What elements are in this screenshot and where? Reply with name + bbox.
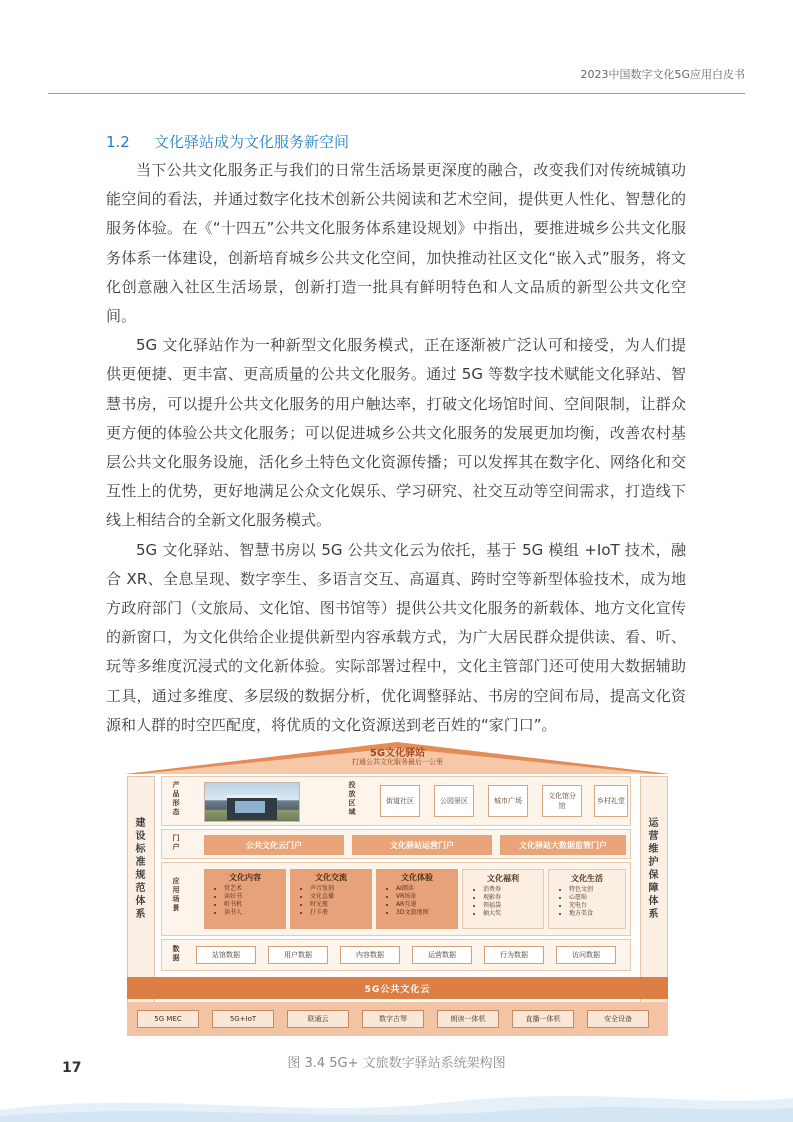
scene-item: • 观影券 (483, 894, 539, 902)
station-photo (204, 782, 300, 822)
portal-box: 文化驿站运营门户 (352, 835, 492, 855)
data-row (161, 939, 631, 971)
scene-item: • 听书机 (224, 901, 282, 909)
zone-box: 文化馆分馆 (542, 785, 582, 817)
right-pillar-label: 运营维护保障体系 (648, 818, 660, 920)
scene-card (290, 869, 372, 929)
scene-card (462, 869, 544, 929)
scene-label: 应用场景 (172, 877, 180, 912)
scene-item: • 消费券 (483, 886, 539, 894)
scene-item: • AI朗读 (396, 885, 454, 893)
scene-item: • 领福袋 (483, 902, 539, 910)
infra-box: 安全设备 (587, 1010, 649, 1028)
roof-title: 5G文化驿站 (369, 748, 426, 759)
zone-box: 乡村礼堂 (594, 785, 628, 817)
infrastructure-row (127, 1002, 668, 1036)
right-pillar (640, 776, 668, 1004)
scene-item: • 充电台 (569, 902, 621, 910)
scene-card (376, 869, 458, 929)
infra-box: 5G+IoT (212, 1010, 274, 1028)
zone-box: 公园景区 (434, 785, 474, 817)
data-box: 访问数据 (556, 946, 616, 964)
scene-row (161, 862, 631, 936)
header-text: 2023中国数字文化5G应用白皮书 (580, 68, 745, 81)
data-box: 用户数据 (268, 946, 328, 964)
zone-label: 投放区域 (348, 781, 356, 816)
portal-label: 门户 (172, 834, 180, 851)
infra-box: 直播一体机 (512, 1010, 574, 1028)
paragraph: 5G 文化驿站、智慧书房以 5G 公共文化云为依托，基于 5G 模组 +IoT 技术，融合 XR、全息呈现、数字孪生、多语言交互、高逼真、跨时空等新型体验技术，成为地方政府部门（文旅局、文化馆、图书馆等）提供公共文化服务的新载体、地方文化宣传的新窗口，为文化供给企业提供新型内容承载方式，为广大居民群众提供读、看、听、玩等多维度沉浸式的文化新体验。实际部署过程中，文化主管部门还可使用大数据辅助工具，通过多维度、多层级的数据分析，优化调整驿站、书房的空间布局，提高文化资源和人群的时空匹配度，将优质的文化资源送到老百姓的“家门口”。 (106, 540, 686, 734)
scene-item: • 时光瓶 (310, 901, 368, 909)
product-row (161, 776, 631, 826)
scene-title: 文化交流 (315, 873, 347, 882)
data-box: 运营数据 (412, 946, 472, 964)
scene-item: • AR互递 (396, 901, 454, 909)
section-number: 1.2 (106, 133, 130, 151)
scene-item: • 地方美食 (569, 910, 621, 918)
scene-item: • 赏艺术 (224, 885, 282, 893)
scene-card (548, 869, 626, 929)
scene-card (204, 869, 286, 929)
infra-box: 数字古琴 (362, 1010, 424, 1028)
infra-box: 朗读一体机 (437, 1010, 499, 1028)
data-label: 数据 (172, 945, 180, 962)
scene-item: • 抽大奖 (483, 910, 539, 918)
scene-item: • 打卡册 (310, 909, 368, 917)
scene-item: • 文化直播 (310, 893, 368, 901)
scene-item: • 声音复刻 (310, 885, 368, 893)
cloud-bar: 5G公共文化云 (127, 977, 668, 999)
zone-box: 城市广场 (488, 785, 528, 817)
scene-item: • 读书人 (224, 909, 282, 917)
infra-box: 5G MEC (137, 1010, 199, 1028)
portal-box: 文化驿站大数据监管门户 (500, 835, 626, 855)
scene-item: • VR场景 (396, 893, 454, 901)
page-number: 17 (62, 1060, 82, 1076)
roof-subtitle: 打通公共文化服务最后一公里 (352, 758, 443, 766)
scene-title: 文化福利 (487, 874, 519, 883)
left-pillar-label: 建设标准规范体系 (135, 818, 147, 920)
scene-item: • 读好书 (224, 893, 282, 901)
scene-title: 文化内容 (229, 873, 261, 882)
data-box: 内容数据 (340, 946, 400, 964)
paragraph: 5G 文化驿站作为一种新型文化服务模式，正在逐渐被广泛认可和接受，为人们提供更便捷、更丰富、更高质量的公共文化服务。通过 5G 等数字技术赋能文化驿站、智慧书房，可以提升公共文化服务的用户触达率，打破文化场馆时间、空间限制，让群众更方便的体验公共文化服务；可以促进城乡公共文化服务的发展更加均衡，改善农村基层公共文化服务设施，活化乡土特色文化资源传播；可以发挥其在数字化、网络化和交互性上的优势，更好地满足公众文化娱乐、学习研究、社交互动等空间需求，打造线下线上相结合的全新文化服务模式。 (106, 336, 686, 530)
infra-box: 联通云 (287, 1010, 349, 1028)
header-rule (48, 93, 745, 94)
zone-box: 街道社区 (380, 785, 420, 817)
figure-caption: 图 3.4 5G+ 文旅数字驿站系统架构图 (287, 1056, 506, 1071)
architecture-figure (125, 740, 670, 1040)
scene-item: • 特色文创 (569, 886, 621, 894)
body-text (106, 156, 686, 740)
portal-box: 公共文化云门户 (204, 835, 344, 855)
product-label: 产品形态 (172, 781, 180, 816)
data-box: 站馆数据 (196, 946, 256, 964)
section-heading (106, 131, 349, 152)
scene-item: • 3D文旅地图 (396, 909, 454, 917)
portal-row (161, 829, 631, 859)
scene-title: 文化体验 (401, 873, 433, 882)
data-box: 行为数据 (484, 946, 544, 964)
left-pillar (127, 776, 155, 1004)
scene-title: 文化生活 (571, 874, 603, 883)
section-title: 文化驿站成为文化服务新空间 (154, 133, 350, 151)
paragraph: 当下公共文化服务正与我们的日常生活场景更深度的融合，改变我们对传统城镇功能空间的看法，并通过数字化技术创新公共阅读和艺术空间，提供更人性化、智慧化的服务体验。在《“十四五”公共文化服务体系建设规划》中指出，要推进城乡公共文化服务体系一体建设，创新培育城乡公共文化空间，加快推动社区文化“嵌入式”服务，将文化创意融入社区生活场景，创新打造一批具有鲜明特色和人文品质的新型公共文化空间。 (106, 161, 686, 326)
footer-wave-decoration (0, 1080, 793, 1122)
kiosk-window-icon (235, 801, 265, 813)
scene-item: • 心愿贴 (569, 894, 621, 902)
